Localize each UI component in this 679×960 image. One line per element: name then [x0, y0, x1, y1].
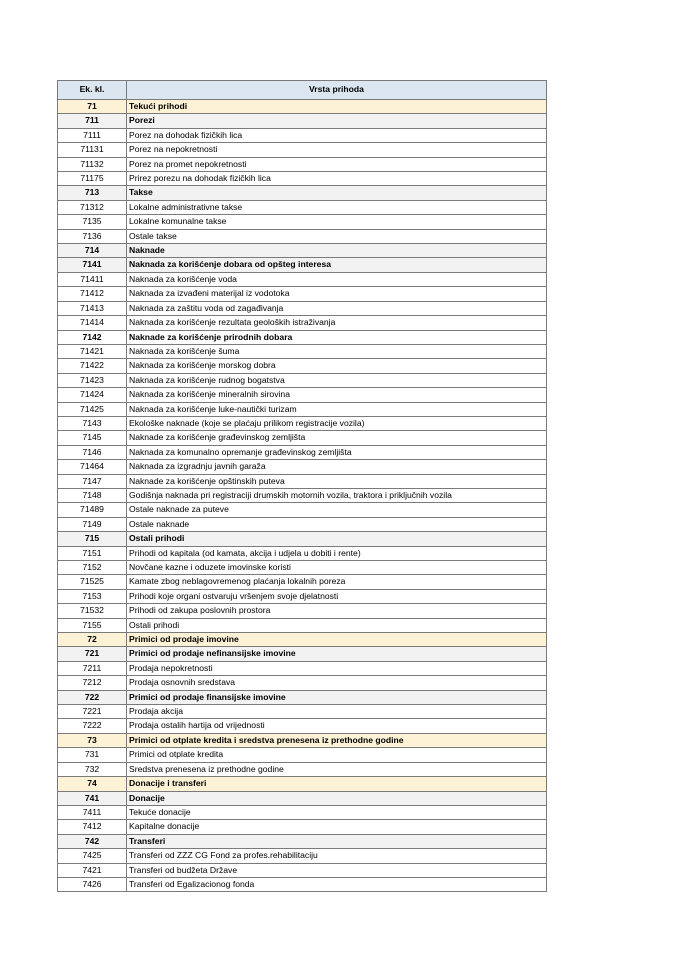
header-ek-kl: Ek. kl.: [58, 81, 127, 100]
cell-ek-kl: 71413: [58, 301, 127, 315]
table-row: [58, 200, 547, 214]
cell-ek-kl: 7151: [58, 546, 127, 560]
table-row: [58, 373, 547, 387]
table-row: [58, 244, 547, 258]
table-row: [58, 762, 547, 776]
cell-vrsta-prihoda: Transferi od Egalizacionog fonda: [127, 877, 547, 891]
cell-vrsta-prihoda: Ekološke naknade (koje se plaćaju prilikom registracije vozila): [127, 416, 547, 430]
table-row: [58, 186, 547, 200]
table-row: [58, 388, 547, 402]
cell-vrsta-prihoda: Novčane kazne i oduzete imovinske koristi: [127, 561, 547, 575]
table-row: [58, 474, 547, 488]
cell-vrsta-prihoda: Porez na dohodak fizičkih lica: [127, 128, 547, 142]
cell-ek-kl: 71132: [58, 157, 127, 171]
cell-vrsta-prihoda: Naknada za korišćenje luke-nautički turizam: [127, 402, 547, 416]
cell-vrsta-prihoda: Lokalne komunalne takse: [127, 215, 547, 229]
cell-vrsta-prihoda: Kamate zbog neblagovremenog plaćanja lokalnih poreza: [127, 575, 547, 589]
table-header-row: [58, 81, 547, 100]
cell-ek-kl: 7147: [58, 474, 127, 488]
cell-vrsta-prihoda: Ostali prihodi: [127, 532, 547, 546]
table-row: [58, 402, 547, 416]
cell-vrsta-prihoda: Naknada za izgradnju javnih garaža: [127, 460, 547, 474]
table-row: [58, 229, 547, 243]
cell-ek-kl: 722: [58, 690, 127, 704]
table-row: [58, 128, 547, 142]
table-row: [58, 604, 547, 618]
cell-ek-kl: 7426: [58, 877, 127, 891]
cell-ek-kl: 71489: [58, 503, 127, 517]
table-row: [58, 172, 547, 186]
cell-vrsta-prihoda: Naknada za zaštitu voda od zagađivanja: [127, 301, 547, 315]
table-row: [58, 503, 547, 517]
cell-ek-kl: 7136: [58, 229, 127, 243]
cell-ek-kl: 7111: [58, 128, 127, 142]
cell-vrsta-prihoda: Ostale naknade za puteve: [127, 503, 547, 517]
cell-ek-kl: 71525: [58, 575, 127, 589]
cell-vrsta-prihoda: Prodaja osnovnih sredstava: [127, 676, 547, 690]
cell-ek-kl: 7146: [58, 445, 127, 459]
cell-ek-kl: 7152: [58, 561, 127, 575]
cell-ek-kl: 7412: [58, 820, 127, 834]
table-row: [58, 316, 547, 330]
cell-vrsta-prihoda: Prodaja ostalih hartija od vrijednosti: [127, 719, 547, 733]
cell-vrsta-prihoda: Ostali prihodi: [127, 618, 547, 632]
table-row: [58, 647, 547, 661]
cell-vrsta-prihoda: Prihodi od kapitala (od kamata, akcija i udjela u dobiti i rente): [127, 546, 547, 560]
cell-ek-kl: 7212: [58, 676, 127, 690]
cell-vrsta-prihoda: Godišnja naknada pri registraciji drumskih motornih vozila, traktora i priključnih vozila: [127, 488, 547, 502]
table-row: [58, 676, 547, 690]
table-row: [58, 791, 547, 805]
cell-ek-kl: 71312: [58, 200, 127, 214]
cell-ek-kl: 7153: [58, 589, 127, 603]
cell-ek-kl: 71421: [58, 344, 127, 358]
cell-ek-kl: 71424: [58, 388, 127, 402]
cell-ek-kl: 72: [58, 633, 127, 647]
cell-ek-kl: 713: [58, 186, 127, 200]
cell-vrsta-prihoda: Ostale naknade: [127, 517, 547, 531]
cell-vrsta-prihoda: Porez na promet nepokretnosti: [127, 157, 547, 171]
cell-vrsta-prihoda: Naknada za korišćenje rudnog bogatstva: [127, 373, 547, 387]
table-row: [58, 705, 547, 719]
table-row: [58, 589, 547, 603]
cell-vrsta-prihoda: Naknade za korišćenje prirodnih dobara: [127, 330, 547, 344]
cell-vrsta-prihoda: Primici od otplate kredita i sredstva prenesena iz prethodne godine: [127, 733, 547, 747]
table-row: [58, 863, 547, 877]
cell-ek-kl: 71412: [58, 287, 127, 301]
cell-ek-kl: 71411: [58, 272, 127, 286]
table-row: [58, 258, 547, 272]
cell-vrsta-prihoda: Naknada za izvađeni materijal iz vodotoka: [127, 287, 547, 301]
cell-ek-kl: 7222: [58, 719, 127, 733]
table-row: [58, 690, 547, 704]
cell-vrsta-prihoda: Prihodi koje organi ostvaruju vršenjem svoje djelatnosti: [127, 589, 547, 603]
cell-vrsta-prihoda: Naknade: [127, 244, 547, 258]
cell-ek-kl: 71414: [58, 316, 127, 330]
table-row: [58, 546, 547, 560]
table-row: [58, 287, 547, 301]
table-row: [58, 834, 547, 848]
cell-ek-kl: 7211: [58, 661, 127, 675]
cell-vrsta-prihoda: Sredstva prenesena iz prethodne godine: [127, 762, 547, 776]
table-row: [58, 561, 547, 575]
cell-ek-kl: 742: [58, 834, 127, 848]
cell-ek-kl: 71423: [58, 373, 127, 387]
cell-vrsta-prihoda: Primici od prodaje imovine: [127, 633, 547, 647]
cell-vrsta-prihoda: Tekuće donacije: [127, 805, 547, 819]
cell-vrsta-prihoda: Naknada za korišćenje voda: [127, 272, 547, 286]
table-row: [58, 460, 547, 474]
cell-vrsta-prihoda: Naknada za korišćenje šuma: [127, 344, 547, 358]
cell-ek-kl: 714: [58, 244, 127, 258]
cell-ek-kl: 73: [58, 733, 127, 747]
table-row: [58, 719, 547, 733]
cell-ek-kl: 7155: [58, 618, 127, 632]
cell-vrsta-prihoda: Prihodi od zakupa poslovnih prostora: [127, 604, 547, 618]
cell-vrsta-prihoda: Naknada za korišćenje rezultata geoloških istraživanja: [127, 316, 547, 330]
cell-vrsta-prihoda: Transferi od budžeta Države: [127, 863, 547, 877]
cell-ek-kl: 7421: [58, 863, 127, 877]
table-row: [58, 114, 547, 128]
cell-vrsta-prihoda: Donacije: [127, 791, 547, 805]
cell-ek-kl: 721: [58, 647, 127, 661]
table-row: [58, 517, 547, 531]
cell-ek-kl: 715: [58, 532, 127, 546]
cell-ek-kl: 71: [58, 100, 127, 114]
cell-ek-kl: 7221: [58, 705, 127, 719]
table-row: [58, 733, 547, 747]
header-vrsta-prihoda: Vrsta prihoda: [127, 81, 547, 100]
table-row: [58, 488, 547, 502]
cell-vrsta-prihoda: Naknade za korišćenje opštinskih puteva: [127, 474, 547, 488]
cell-vrsta-prihoda: Naknada za komunalno opremanje građevinskog zemljišta: [127, 445, 547, 459]
cell-vrsta-prihoda: Naknada za korišćenje mineralnih sirovina: [127, 388, 547, 402]
table-row: [58, 618, 547, 632]
cell-ek-kl: 732: [58, 762, 127, 776]
table-row: [58, 157, 547, 171]
cell-ek-kl: 71425: [58, 402, 127, 416]
table-row: [58, 877, 547, 891]
cell-vrsta-prihoda: Naknada za korišćenje dobara od opšteg interesa: [127, 258, 547, 272]
cell-ek-kl: 7142: [58, 330, 127, 344]
cell-ek-kl: 741: [58, 791, 127, 805]
cell-vrsta-prihoda: Primici od prodaje nefinansijske imovine: [127, 647, 547, 661]
table-row: [58, 431, 547, 445]
cell-vrsta-prihoda: Tekući prihodi: [127, 100, 547, 114]
cell-ek-kl: 7149: [58, 517, 127, 531]
cell-ek-kl: 7145: [58, 431, 127, 445]
table-row: [58, 575, 547, 589]
cell-vrsta-prihoda: Primici od prodaje finansijske imovine: [127, 690, 547, 704]
table-row: [58, 633, 547, 647]
table-row: [58, 849, 547, 863]
cell-vrsta-prihoda: Prodaja nepokretnosti: [127, 661, 547, 675]
cell-vrsta-prihoda: Transferi: [127, 834, 547, 848]
cell-vrsta-prihoda: Prodaja akcija: [127, 705, 547, 719]
cell-vrsta-prihoda: Porez na nepokretnosti: [127, 143, 547, 157]
cell-vrsta-prihoda: Prirez porezu na dohodak fizičkih lica: [127, 172, 547, 186]
cell-ek-kl: 7411: [58, 805, 127, 819]
cell-vrsta-prihoda: Donacije i transferi: [127, 777, 547, 791]
table-row: [58, 215, 547, 229]
table-row: [58, 330, 547, 344]
cell-ek-kl: 71131: [58, 143, 127, 157]
table-row: [58, 344, 547, 358]
cell-ek-kl: 71464: [58, 460, 127, 474]
cell-ek-kl: 71175: [58, 172, 127, 186]
cell-vrsta-prihoda: Naknada za korišćenje morskog dobra: [127, 359, 547, 373]
table-row: [58, 272, 547, 286]
table-row: [58, 777, 547, 791]
table-row: [58, 820, 547, 834]
cell-vrsta-prihoda: Lokalne administrativne takse: [127, 200, 547, 214]
cell-vrsta-prihoda: Takse: [127, 186, 547, 200]
cell-ek-kl: 74: [58, 777, 127, 791]
table-row: [58, 661, 547, 675]
cell-vrsta-prihoda: Transferi od ZZZ CG Fond za profes.rehabilitaciju: [127, 849, 547, 863]
cell-ek-kl: 7148: [58, 488, 127, 502]
table-row: [58, 748, 547, 762]
table-row: [58, 445, 547, 459]
cell-vrsta-prihoda: Porezi: [127, 114, 547, 128]
table-row: [58, 143, 547, 157]
table-body: [58, 100, 547, 892]
table-row: [58, 301, 547, 315]
cell-vrsta-prihoda: Kapitalne donacije: [127, 820, 547, 834]
cell-ek-kl: 71422: [58, 359, 127, 373]
cell-ek-kl: 711: [58, 114, 127, 128]
cell-ek-kl: 7143: [58, 416, 127, 430]
cell-vrsta-prihoda: Primici od otplate kredita: [127, 748, 547, 762]
cell-ek-kl: 731: [58, 748, 127, 762]
cell-vrsta-prihoda: Naknade za korišćenje građevinskog zemljišta: [127, 431, 547, 445]
table-row: [58, 100, 547, 114]
cell-ek-kl: 7141: [58, 258, 127, 272]
table-row: [58, 805, 547, 819]
table-row: [58, 416, 547, 430]
cell-vrsta-prihoda: Ostale takse: [127, 229, 547, 243]
table-row: [58, 359, 547, 373]
revenue-classification-table: [57, 80, 547, 892]
cell-ek-kl: 7135: [58, 215, 127, 229]
table-row: [58, 532, 547, 546]
cell-ek-kl: 71532: [58, 604, 127, 618]
cell-ek-kl: 7425: [58, 849, 127, 863]
